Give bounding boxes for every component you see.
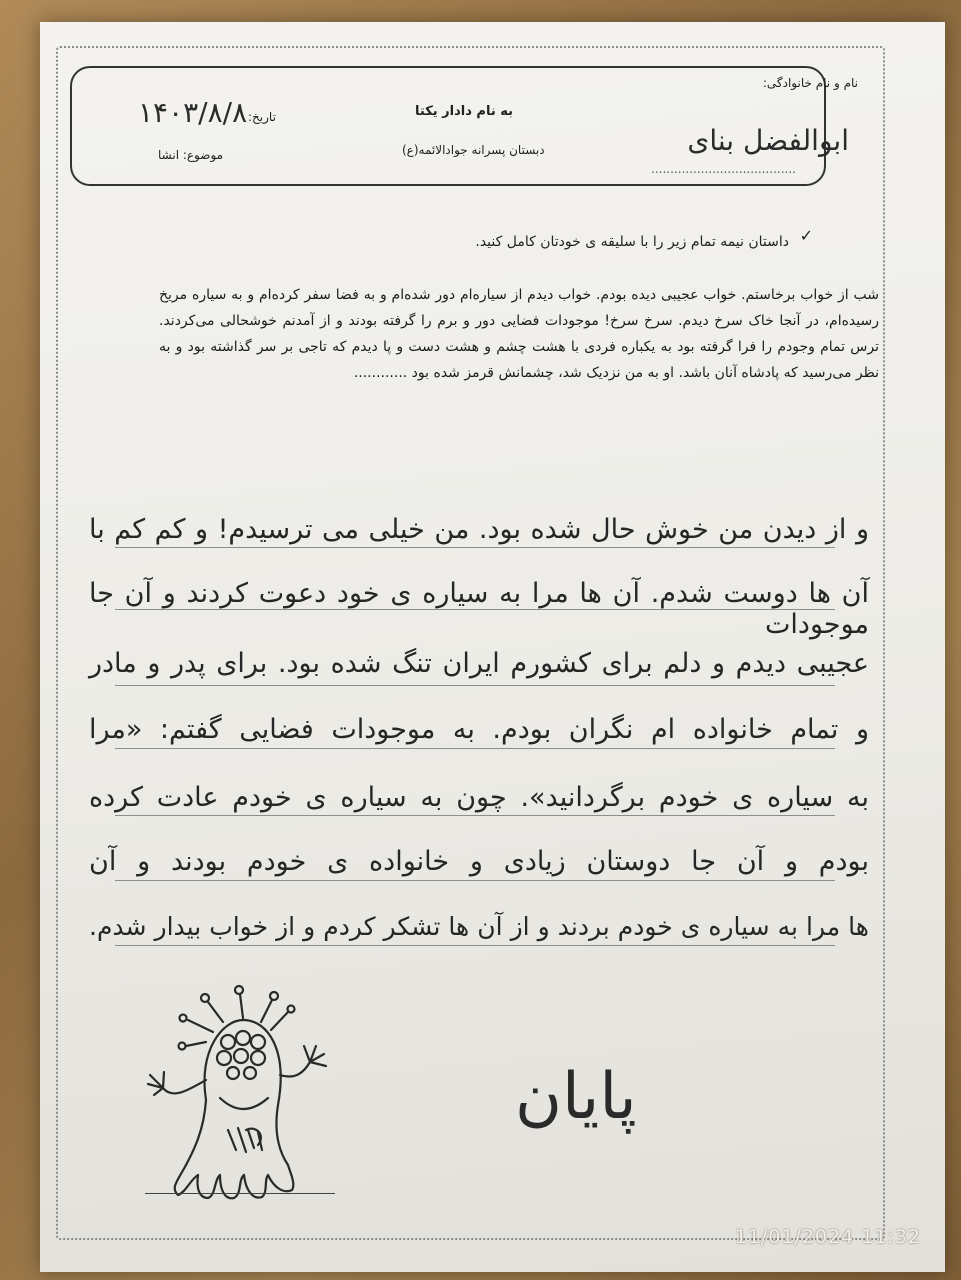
drawing-underline	[145, 1193, 335, 1194]
story-paragraph: شب از خواب برخاستم. خواب عجیبی دیده بودم. خواب دیدم از سیاره‌ام دور شده‌ام و به فضا سفر کرده‌ام و به سیاره مریخ رسیده‌ام، در آنجا خاک سرخ دیدم. سرخ سرخ! موجودات فضایی دور و برم را گرفته بودند و از آمدنم خوشحالی می‌کردند. ترس تمام وجودم را فرا گرفته بود به یکباره فردی با هشت چشم و هشت دست و پا دیدم که تاجی بر سر گذاشته بود و به نظر می‌رسید که پادشاه آنان باشد. او به من نزدیک شد، چشمانش قرمز شده بود ............	[159, 287, 879, 381]
handwritten-line: عجیبی دیدم و دلم برای کشورم ایران تنگ شده بود. برای پدر و مادر	[89, 648, 869, 679]
ruled-line	[115, 748, 835, 749]
ruled-line	[115, 945, 835, 946]
ruled-line	[115, 685, 835, 686]
check-mark-icon: ✓	[799, 226, 813, 245]
handwritten-line: و از دیدن من خوش حال شده بود. من خیلی می ترسیدم! و کم کم با	[89, 514, 869, 545]
ruled-line	[115, 547, 835, 548]
ruled-line	[115, 880, 835, 881]
student-name-handwritten: ابوالفضل بنای	[687, 124, 849, 157]
handwritten-line: و تمام خانواده ام نگران بودم. به موجودات فضایی گفتم: «مرا	[89, 714, 869, 745]
photo-timestamp: 11/01/2024 11:32	[734, 1226, 921, 1248]
handwritten-line: به سیاره ی خودم برگردانید». چون به سیاره ی خودم عادت کرده	[89, 782, 869, 813]
handwritten-line: بودم و آن جا دوستان زیادی و خانواده ی خودم بودند و آن	[89, 846, 869, 877]
date-handwritten: ۱۴۰۳/۸/۸	[138, 96, 248, 129]
school-name: دبستان پسرانه جوادالائمه(ع)	[402, 143, 545, 157]
bismillah-heading: به نام دادار یکتا	[415, 104, 514, 119]
alien-drawing	[128, 980, 348, 1205]
name-label: نام و نام خانوادگی:	[762, 76, 858, 90]
subject-label: موضوع: انشا	[158, 148, 224, 162]
handwritten-line: ها مرا به سیاره ی خودم بردند و از آن ها تشکر کردم و از خواب بیدار شدم.	[89, 912, 869, 941]
instruction-text: داستان نیمه تمام زیر را با سلیقه ی خودتان کامل کنید.	[475, 234, 789, 250]
date-label: تاریخ:	[248, 110, 276, 124]
ruled-line	[115, 815, 835, 816]
ending-word-handwritten: پایان	[515, 1060, 637, 1134]
name-dotted-line: ......................................	[651, 162, 796, 176]
handwritten-line: آن ها دوست شدم. آن ها مرا به سیاره ی خود دعوت کردند و آن جا موجودات	[89, 578, 869, 640]
